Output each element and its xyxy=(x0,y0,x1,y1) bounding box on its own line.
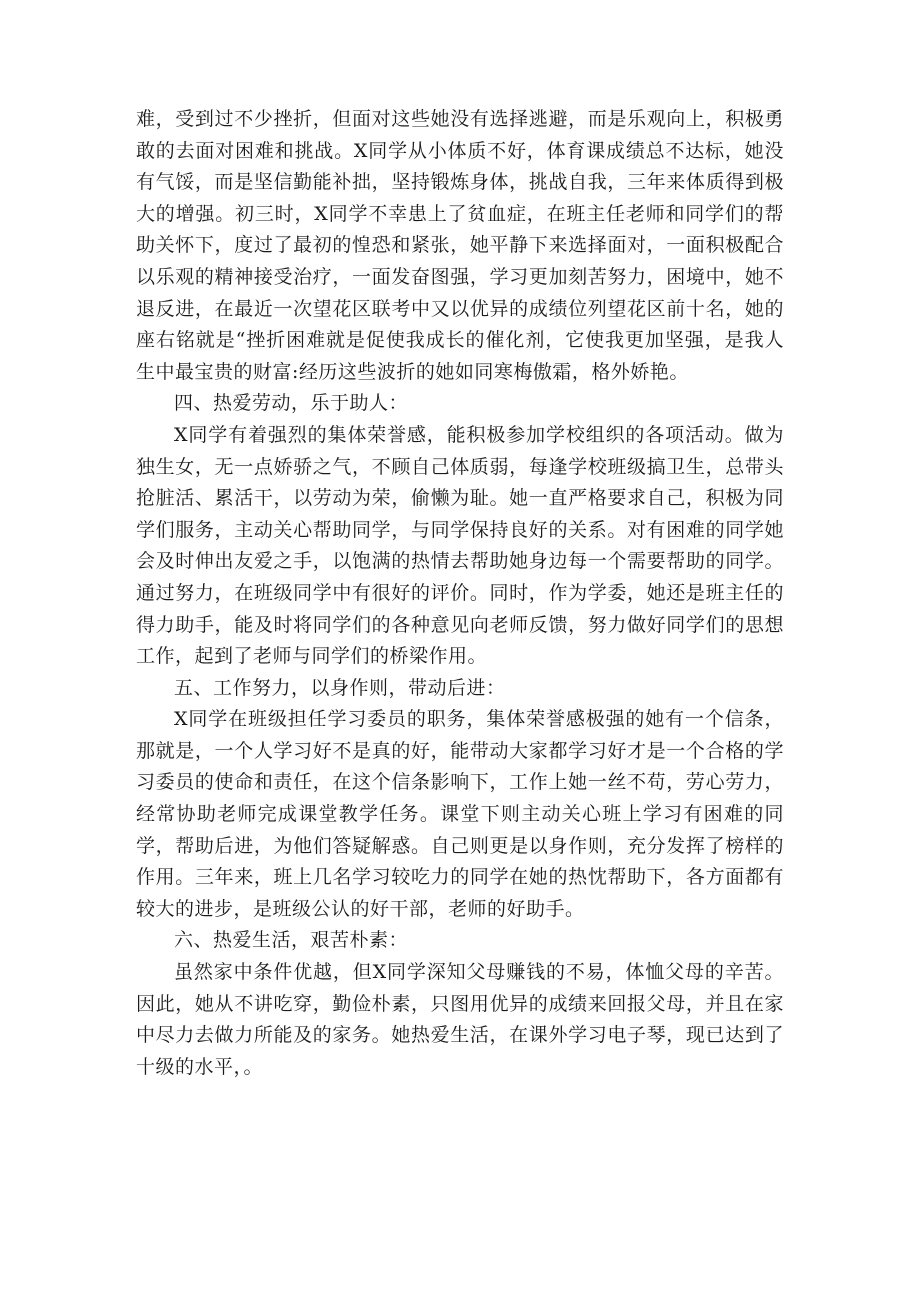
body-paragraph: 难，受到过不少挫折，但面对这些她没有选择逃避，而是乐观向上，积极勇敢的去面对困难和挑战。X同学从小体质不好，体育课成绩总不达标，她没有气馁，而是坚信勤能补拙，坚持锻炼身体，挑战自我，三年来体质得到极大的增强。初三时，X同学不幸患上了贫血症，在班主任老师和同学们的帮助关怀下，度过了最初的惶恐和紧张，她平静下来选择面对，一面积极配合以乐观的精神接受治疗，一面发奋图强，学习更加刻苦努力，困境中，她不退反进，在最近一次望花区联考中又以优异的成绩位列望花区前十名，她的座右铭就是“挫折困难就是促使我成长的催化剂，它使我更加坚强，是我人生中最宝贵的财富:经历这些波折的她如同寒梅傲霜，格外娇艳。 xyxy=(136,108,784,383)
body-paragraph: X同学有着强烈的集体荣誉感，能积极参加学校组织的各项活动。做为独生女，无一点娇骄之气，不顾自己体质弱，每逢学校班级搞卫生，总带头抢脏活、累活干，以劳动为荣，偷懒为耻。她一直严格要求自己，积极为同学们服务，主动关心帮助同学，与同学保持良好的关系。对有困难的同学她会及时伸出友爱之手，以饱满的热情去帮助她身边每一个需要帮助的同学。通过努力，在班级同学中有很好的评价。同时，作为学委，她还是班主任的得力助手，能及时将同学们的各种意见向老师反馈，努力做好同学们的思想工作，起到了老师与同学们的桥梁作用。 xyxy=(136,423,784,668)
body-paragraph: 虽然家中条件优越，但X同学深知父母赚钱的不易，体恤父母的辛苦。因此，她从不讲吃穿，勤俭朴素，只图用优异的成绩来回报父母，并且在家中尽力去做力所能及的家务。她热爱生活，在课外学习电子琴，现已达到了十级的水平，。 xyxy=(136,961,784,1078)
section-heading: 四、热爱劳动，乐于助人： xyxy=(174,392,409,415)
body-paragraph: X同学在班级担任学习委员的职务，集体荣誉感极强的她有一个信条，那就是，一个人学习好不是真的好，能带动大家都学习好才是一个合格的学习委员的使命和责任，在这个信条影响下，工作上她一丝不苟，劳心劳力，经常协助老师完成课堂教学任务。课堂下则主动关心班上学习有困难的同学，帮助后进，为他们答疑解惑。自己则更是以身作则，充分发挥了榜样的作用。三年来，班上几名学习较吃力的同学在她的热忱帮助下，各方面都有较大的进步，是班级公认的好干部，老师的好助手。 xyxy=(136,708,784,920)
section-heading: 六、热爱生活，艰苦朴素： xyxy=(174,929,409,952)
document-page xyxy=(136,104,784,1083)
section-heading: 五、工作努力，以身作则，带动后进： xyxy=(174,676,506,699)
